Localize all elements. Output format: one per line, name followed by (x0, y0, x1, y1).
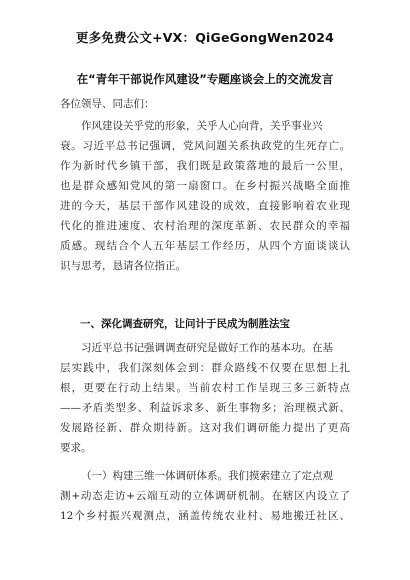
paragraph-intro (60, 116, 350, 276)
section-heading: 一、深化调查研究，让问计于民成为制胜法宝 (80, 318, 290, 330)
text-line: 12个乡村振兴观测点，涵盖传统农业村、易地搬迁社区、 (60, 510, 350, 522)
text-line: （一）构建三维一体调研体系。我们摸索建立了定点观 (81, 470, 333, 482)
greeting: 各位领导、同志们： (60, 98, 155, 110)
text-line: 发展路径新、群众期待新。这对我们调研能力提出了更高 (60, 422, 350, 434)
text-line: 识与思考，恳请各位指正。 (60, 260, 186, 272)
text-line: 习近平总书记强调调查研究是做好工作的基本功。在基 (81, 342, 333, 354)
text-line: 根，更要在行动上结果。当前农村工作呈现三多三新特点 (60, 382, 350, 394)
text-line: ——矛盾类型多、利益诉求多、新生事物多；治理模式新、 (60, 402, 350, 414)
text-line: 也是群众感知党风的第一扇窗口。在乡村振兴战略全面推 (60, 180, 350, 192)
paragraph-section1 (60, 338, 350, 458)
text-line: 作风建设关乎党的形象，关乎人心向背，关乎事业兴 (81, 120, 323, 132)
watermark-header: 更多免费公文+VX：QiGeGongWen2024 (75, 30, 335, 45)
text-line: 要求。 (60, 442, 92, 454)
text-line: 进的今天，基层干部作风建设的成效，直接影响着农业现 (60, 200, 350, 212)
text-line: 质感。现结合个人五年基层工作经历，从四个方面谈谈认 (60, 240, 350, 252)
paragraph-subsection (60, 466, 350, 526)
text-line: 作为新时代乡镇干部，我们既是政策落地的最后一公里， (60, 160, 350, 172)
document-title: 在“青年干部说作风建设”专题座谈会上的交流发言 (76, 72, 334, 86)
text-line: 测+动态走访+云端互动的立体调研机制。在辖区内设立了 (60, 490, 350, 502)
text-line: 衰。习近平总书记强调，党风问题关系执政党的生死存亡。 (60, 140, 350, 152)
text-line: 代化的推进速度、农村治理的深度革新、农民群众的幸福 (60, 220, 350, 232)
text-line: 层实践中，我们深刻体会到：群众路线不仅要在思想上扎 (60, 362, 350, 374)
